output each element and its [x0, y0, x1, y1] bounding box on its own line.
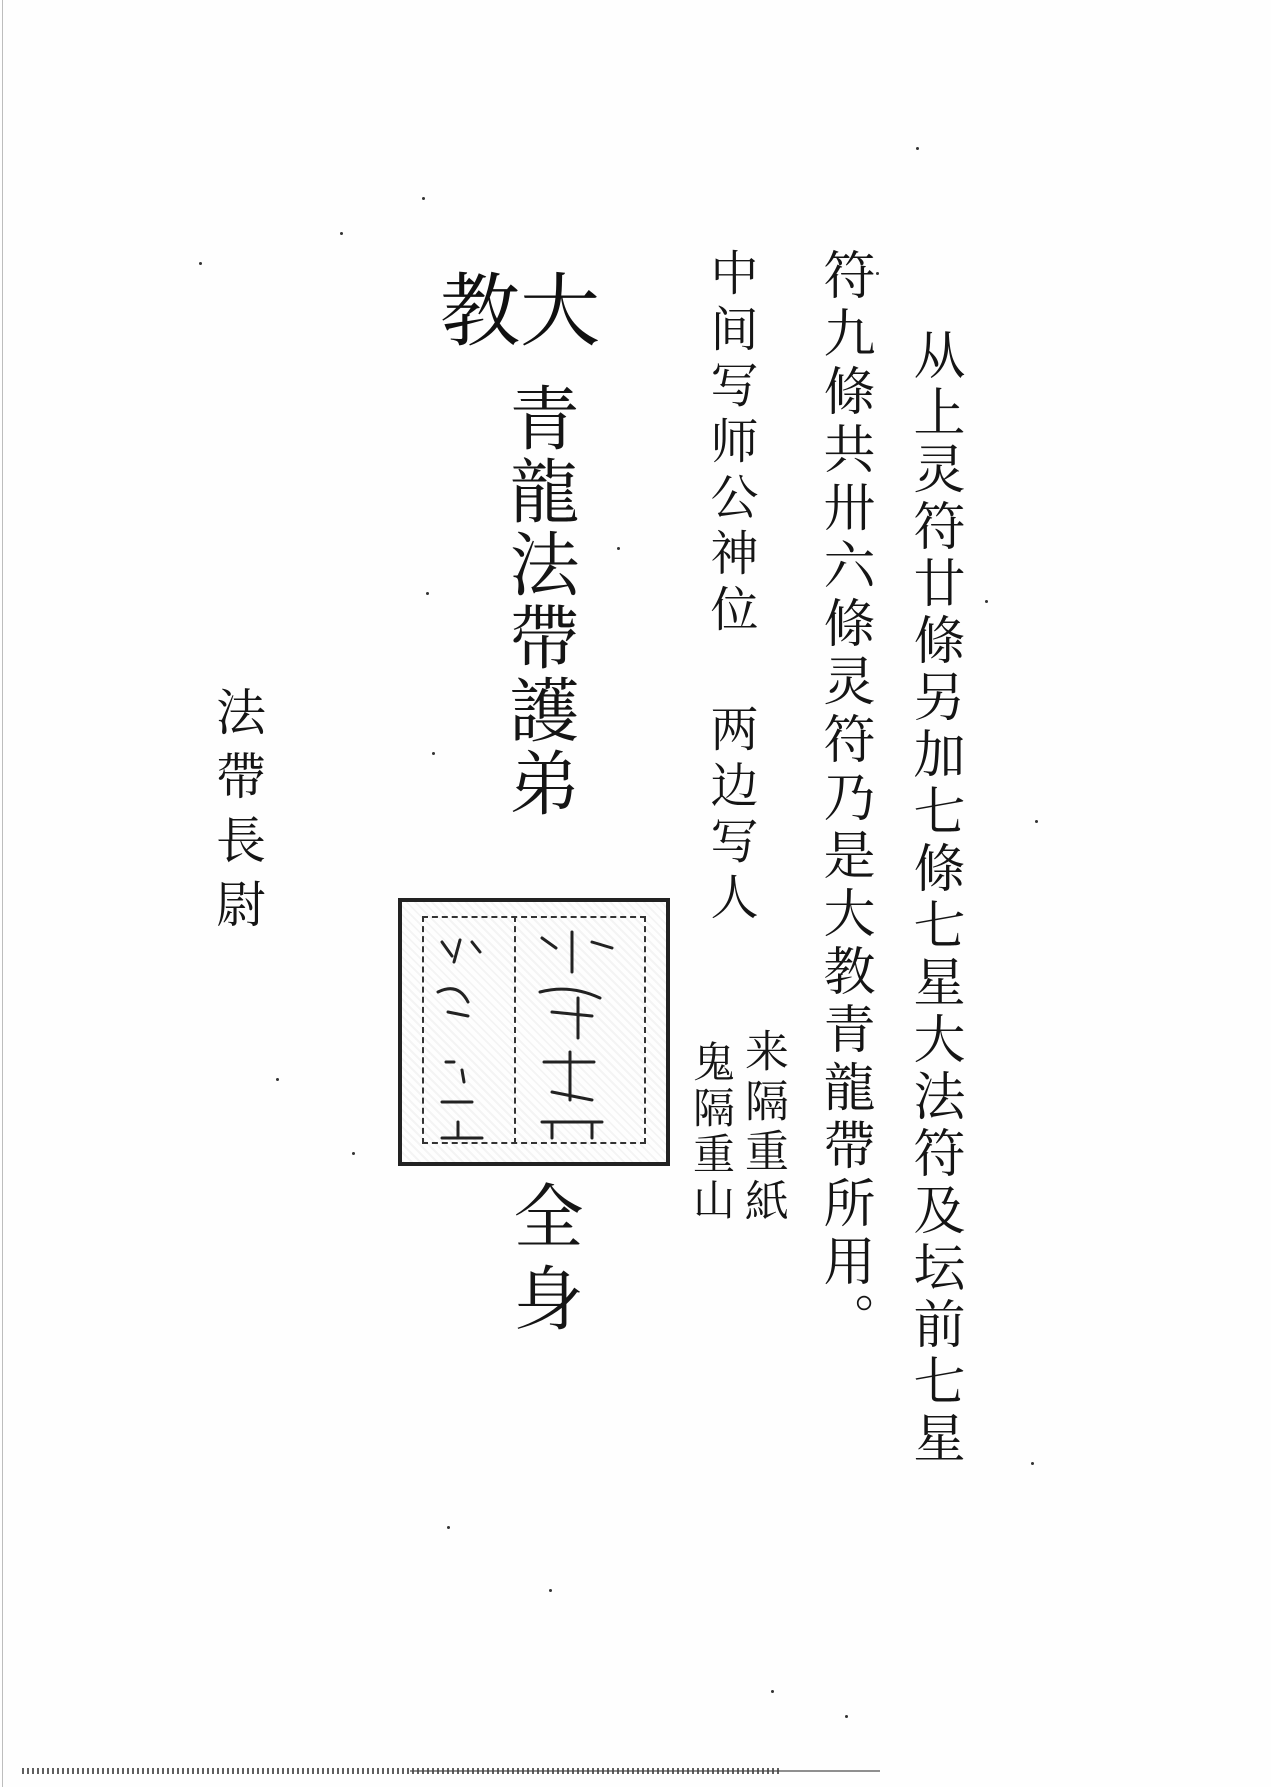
- scan-speck: [447, 1526, 450, 1529]
- text-column-3: 中间写师公神位 两边写人: [702, 248, 758, 928]
- scan-speck: [876, 272, 879, 275]
- scan-speck: [432, 752, 435, 755]
- heading-dajiao: 大教: [440, 265, 600, 358]
- main-inscription-tail: 全身: [502, 1180, 584, 1344]
- left-column-title: 法帶長尉: [208, 686, 266, 942]
- scan-speck: [199, 262, 202, 265]
- scan-speck: [617, 547, 620, 550]
- scan-speck: [916, 147, 919, 150]
- scan-speck: [340, 232, 343, 235]
- scan-speck: [426, 592, 429, 595]
- scan-speck: [352, 1152, 355, 1155]
- scan-speck: [1035, 820, 1038, 823]
- main-inscription: 青龍法帶護弟: [498, 382, 580, 820]
- scan-speck: [845, 1715, 848, 1718]
- page-edge-line: [2, 0, 3, 1787]
- scan-speck: [771, 1690, 774, 1693]
- scan-speck: [549, 1589, 552, 1592]
- note-mountain: 鬼隔重山: [687, 1040, 736, 1224]
- seal-stamp: [398, 898, 670, 1166]
- scan-artifact-line: [410, 1770, 880, 1772]
- scan-speck: [276, 1078, 279, 1081]
- seal-glyph-strokes: [402, 902, 670, 1166]
- scan-speck: [1031, 1462, 1034, 1465]
- text-column-2: 符九條共卅六條灵符乃是大教青龍帶所用。: [814, 248, 874, 1350]
- scan-speck: [422, 197, 425, 200]
- text-column-1: 从上灵符廿條另加七條七星大法符及坛前七星: [904, 328, 964, 1468]
- scan-speck: [985, 600, 988, 603]
- note-paper: 来隔重紙: [737, 1028, 788, 1228]
